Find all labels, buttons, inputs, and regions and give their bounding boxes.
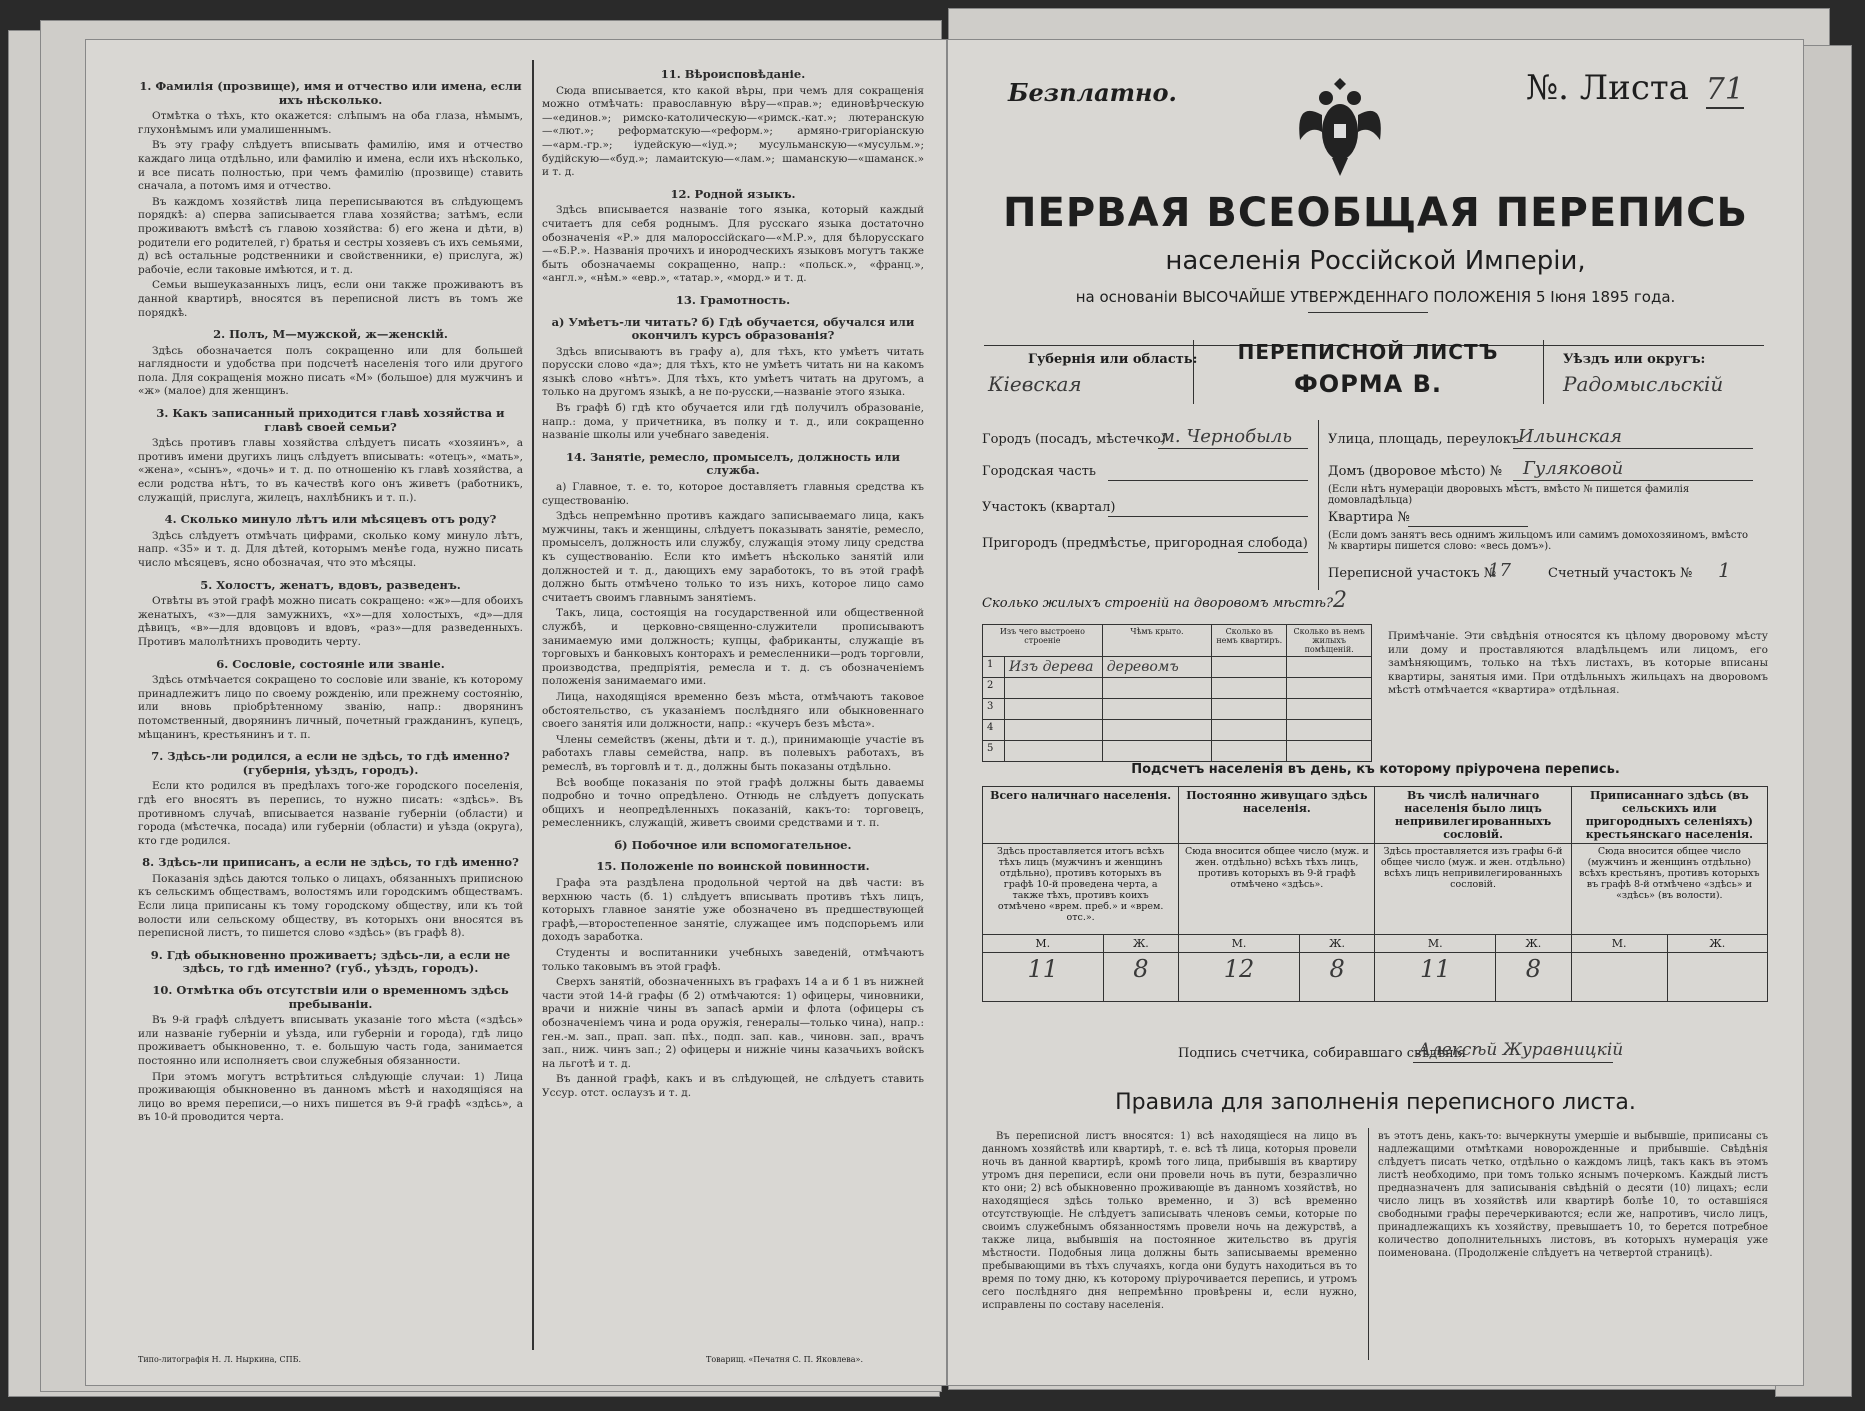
district-label: Уѣздъ или округъ: (1563, 352, 1706, 367)
instruction-paragraph: Здѣсь вписывается названіе того языка, который каждый считаетъ для себя роднымъ. Для русскаго языка достаточно обозначенія «Р.» для малороссійскаго—«М.Р.», для бѣлорусскаго—«Б.Р.». Названія прочихъ и инородческихъ языковъ могутъ также быть обозначаемы сокращенно, напр.: «польск.», «франц.», «англ.», «нѣм.» «евр.», «татар.», «морд.» и т. д. (542, 204, 924, 285)
city-part-label: Городская часть (982, 464, 1096, 479)
instruction-heading: 7. Здѣсь-ли родился, а если не здѣсь, то гдѣ именно? (губернія, уѣздъ, городъ). (151, 749, 510, 777)
buildings-label: Сколько жилыхъ строеній на дворовомъ мѣстѣ? (982, 596, 1333, 611)
instruction-heading: 1. Фамилія (прозвище), имя и отчество или имена, если ихъ нѣсколько. (139, 79, 522, 107)
instruction-paragraph: При этомъ могутъ встрѣтиться слѣдующіе случаи: 1) Лица проживающія обыкновенно въ данномъ мѣстѣ и находящіяся на лицо во время переписи,—о нихъ пишется въ 9-й графѣ «здѣсь», а въ 10-й проводится черта. (138, 1070, 523, 1124)
buildings-cell-material (1004, 699, 1102, 720)
rules-column-1: Въ переписной листъ вносятся: 1) всѣ находящіеся на лицо въ данномъ хозяйствѣ или квартирѣ, т. е. всѣ тѣ лица, которыя провели ночь въ данной квартирѣ, кромѣ того лица, прибывшія въ квартиру утромъ дня переписи, если они провели ночь въ пути, безразлично кто они; 2) всѣ обыкновенно проживающіе въ данномъ хозяйствѣ, но находящіеся здѣсь только временно, и 3) всѣ временно отсутствующіе. Не слѣдуетъ записывать членовъ семьи, которые по своимъ служебнымъ обязанностямъ провели ночь на дежурствѣ, а также лица, выбывшія на постоянное жительство въ другія мѣстности. Подобныя лица должны быть записываемы временно пребывающими въ тѣхъ случаяхъ, когда они будутъ находиться въ то время по тому дню, къ которому пріурочивается перепись, и утромъ сего послѣдняго дня непремѣнно провѣрены и, если нужно, исправлены по составу населенія. (982, 1131, 1357, 1311)
buildings-cell-n: 4 (983, 720, 1005, 741)
instruction-paragraph: Здѣсь вписываютъ въ графу а), для тѣхъ, кто умѣетъ читать порусски слово «да»; для тѣхъ, кто не умѣетъ читать ни на какомъ языкѣ слово «нѣтъ». Для тѣхъ, кто умѣетъ читать на другомъ, а только на другомъ языкѣ, а не по-русски,—названіе этого языка. (542, 345, 924, 399)
female-count: 8 (1103, 953, 1179, 1002)
buildings-row (983, 699, 1372, 720)
province-value: Кіевская (988, 372, 1082, 396)
buildings-header-cell: Изъ чего выстроено строеніе (983, 625, 1103, 657)
suburb-line (1238, 552, 1308, 553)
signature-line (1413, 1062, 1613, 1063)
buildings-cell-material: Изъ дерева (1004, 657, 1102, 678)
count-description-cell: Здѣсь проставляется итогъ всѣхъ тѣхъ лицъ (мужчинъ и женщинъ отдѣльно), противъ которыхъ въ графѣ 10-й проведена черта, а также тѣхъ, противъ коихъ отмѣчено «врем. преб.» и «врем. отс.». (983, 844, 1179, 935)
female-header: Ж. (1495, 935, 1571, 953)
instruction-heading: 8. Здѣсь-ли приписанъ, а если не здѣсь, то гдѣ именно? (142, 855, 519, 870)
instruction-paragraph: Здѣсь отмѣчается сокращено то сословіе или званіе, къ которому принадлежитъ лицо по своему рожденію, или прежнему состоянію, или вновь пріобрѣтенному званію, напр.: дворянинъ потомственный, дворянинъ личный, почетный гражданинъ, купецъ, мѣщанинъ, крестьянинъ и т. п. (138, 674, 523, 741)
buildings-cell-n: 1 (983, 657, 1005, 678)
instruction-heading: 6. Сословіе, состояніе или званіе. (216, 656, 445, 671)
buildings-cell-material (1004, 741, 1102, 762)
male-header: М. (1571, 935, 1667, 953)
instruction-paragraph: Здѣсь слѣдуетъ отмѣчать цифрами, сколько кому минуло лѣтъ, напр. «35» и т. д. Для дѣтей, которымъ менѣе года, нужно писать число мѣсяцевъ, ясно обозначая, что это мѣсяцы. (138, 529, 523, 569)
female-count: 8 (1495, 953, 1571, 1002)
buildings-cell-empty (1212, 741, 1287, 762)
count-header-cell: Въ числѣ наличнаго населенія было лицъ непривилегированныхъ сословій. (1375, 787, 1571, 844)
title-rule (1308, 312, 1428, 313)
street-label: Улица, площадь, переулокъ (1328, 432, 1520, 447)
female-header: Ж. (1299, 935, 1375, 953)
census-section-value: 17 (1488, 560, 1511, 581)
printer-imprint-right: Товарищ. «Печатня С. П. Яковлева». (706, 1355, 863, 1364)
buildings-cell-empty (1212, 699, 1287, 720)
buildings-cell-roof: деревомъ (1102, 657, 1211, 678)
buildings-header-cell: Чѣмъ крыто. (1102, 625, 1211, 657)
buildings-cell-n: 5 (983, 741, 1005, 762)
instruction-paragraph: Сверхъ занятій, обозначенныхъ въ графахъ 14 а и б 1 въ нижней части этой 14-й графы (б 2) отмѣчаются: 1) офицеры, чиновники, врачи и нижніе чины въ запасѣ арміи и флота (офицеры съ обозначеніемъ чина и рода оружія, генералы—только чина), напр.: ген.-м. зап., прап. зап. пѣх., подп. зап. кав., чиновн. зап., врачъ зап., ниж. чинъ зап.; 2) офицеры и нижніе чины казачьихъ войскъ на льготѣ и т. д. (542, 976, 924, 1070)
count-section-label: Счетный участокъ № (1548, 566, 1693, 581)
instruction-paragraph: Если кто родился въ предѣлахъ того-же городского поселенія, гдѣ его вносятъ въ перепись, то нужно писать: «здѣсь». Въ противномъ случаѣ, вписывается названіе губерніи (области) и города (мѣстечка, посада) или губерніи (области) и уѣзда (округа), кто где родился. (138, 780, 523, 847)
census-title: ПЕРВАЯ ВСЕОБЩАЯ ПЕРЕПИСЬ (1003, 190, 1748, 236)
buildings-row (983, 720, 1372, 741)
buildings-cell-roof (1102, 720, 1211, 741)
instructions-column-2 (542, 60, 924, 1350)
instruction-paragraph: Здѣсь непремѣнно противъ каждаго записываемаго лица, какъ мужчины, такъ и женщины, слѣдуетъ показывать занятіе, ремесло, промыселъ, должность или службу, служащія этому лицу средства къ существованію. Если кто имѣетъ нѣсколько занятій или должностей и т. д., дающихъ ему заработокъ, то въ этой графѣ должно быть отмѣчено только то изъ нихъ, которое лицо само считаетъ своимъ главнымъ занятіемъ. (542, 510, 924, 604)
buildings-cell-empty (1287, 741, 1372, 762)
instruction-heading: 4. Сколько минуло лѣтъ или мѣсяцевъ отъ роду? (164, 512, 497, 527)
city-value: м. Чернобыль (1160, 426, 1293, 447)
male-count: 11 (1375, 953, 1496, 1002)
instruction-paragraph: Отвѣты въ этой графѣ можно писать сокращено: «ж»—для обоихъ женатыхъ, «з»—для замужнихъ, «х»—для холостыхъ, «д»—для дѣвицъ, «в»—для вдовцовъ и вдовъ, «раз»—для разведенныхъ. Противъ малолѣтнихъ проводить черту. (138, 595, 523, 648)
count-section-value: 1 (1718, 558, 1731, 582)
buildings-note: Примѣчаніе. Эти свѣдѣнія относятся къ цѣлому дворовому мѣсту или дому и проставляются владѣльцемъ или лицомъ, его замѣняющимъ, только на тѣхъ листахъ, въ которые вписаны квартиры, занятыя ими. При отдѣльныхъ жильцахъ на дворовомъ мѣстѣ отмѣчается «квартира» отдѣльная. (1388, 630, 1768, 697)
sheet-number-value: 71 (1705, 72, 1744, 107)
instruction-heading: а) Умѣетъ-ли читать? б) Гдѣ обучается, обучался или окончилъ курсъ образованія? (551, 314, 915, 343)
instruction-heading: 2. Полъ, М—мужской, ж—женскій. (213, 327, 448, 342)
instruction-paragraph: Въ каждомъ хозяйствѣ лица переписываются въ слѣдующемъ порядкѣ: а) сперва записывается глава хозяйства; затѣмъ, если проживаютъ вмѣстѣ съ главою хозяйства: б) его жена и дѣти, в) родители его родителей, г) братья и сестры хозяевъ съ ихъ семьями, д) всѣ остальные родственники и свойственники, е) прислуга, ж) рабочіе, если таковые имѣются, и т. д. (138, 195, 523, 276)
rules-title: Правила для заполненія переписного листа. (1115, 1090, 1636, 1115)
instruction-paragraph: Графа эта раздѣлена продольной чертой на двѣ части: въ верхнюю часть (б. 1) слѣдуетъ вписывать противъ тѣхъ лицъ, которыхъ главное занятіе уже обозначено въ предшествующей графѣ,—второстепенное занятіе, служащее имъ подспорьемъ или доходъ заработка. (542, 877, 924, 944)
instruction-paragraph: Въ эту графу слѣдуетъ вписывать фамилію, имя и отчество каждаго лица отдѣльно, или фамилію и имена, если ихъ нѣсколько, и все писать полностью, при чемъ фамилію (прозвище) ставить сначала, а потомъ имя и отчество. (138, 139, 523, 193)
instruction-heading: б) Побочное или вспомогательное. (614, 837, 852, 852)
instruction-paragraph: Лица, находящіяся временно безъ мѣста, отмѣчаютъ таковое обстоятельство, съ указаніемъ послѣдняго или обыкновеннаго своего занятія или должности, напр.: «кучеръ безъ мѣста». (542, 690, 924, 731)
population-count-title: Подсчетъ населенія въ день, къ которому пріурочена перепись. (1131, 762, 1620, 777)
province-label: Губернія или область: (1028, 352, 1198, 367)
instruction-heading: 10. Отмѣтка объ отсутствіи или о временномъ здѣсь пребываніи. (152, 983, 509, 1011)
female-count (1667, 953, 1767, 1002)
printer-imprint-left: Типо-литографія Н. Л. Ныркина, СПБ. (138, 1355, 301, 1364)
house-value: Гуляковой (1523, 458, 1624, 479)
instruction-paragraph: Въ 9-й графѣ слѣдуетъ вписывать указаніе того мѣста («здѣсь» или названіе губерніи и уѣзда, или губерніи и города), гдѣ лицо проживаетъ обыкновенно, т. е. большую часть года, занимается постоянно или исполняетъ свои служебныя обязанности. (138, 1014, 523, 1067)
count-header-cell: Приписаннаго здѣсь (въ сельскихъ или пригородныхъ селеніяхъ) крестьянскаго населенія. (1571, 787, 1767, 844)
buildings-header-cell: Сколько въ немъ жилыхъ помѣщеній. (1287, 625, 1372, 657)
instruction-paragraph: Здѣсь обозначается полъ сокращенно или для большей наглядности и удобства при подсчетѣ населенія того или другого пола. Для сокращенія можно писать «М» (большое) для мужчинъ и «ж» (малое) для женщинъ. (138, 344, 523, 398)
female-header: Ж. (1667, 935, 1767, 953)
form-box-right (1543, 340, 1544, 404)
instruction-paragraph: Студенты и воспитанники учебныхъ заведеній, отмѣчаютъ только таковымъ въ этой графѣ. (542, 947, 924, 973)
buildings-cell-empty (1287, 678, 1372, 699)
buildings-table (982, 624, 1372, 762)
instruction-heading: 5. Холостъ, женатъ, вдовъ, разведенъ. (200, 577, 461, 592)
buildings-row (983, 741, 1372, 762)
street-value: Ильинская (1518, 426, 1622, 447)
buildings-cell-roof (1102, 699, 1211, 720)
location-divider (1318, 420, 1319, 590)
male-header: М. (1375, 935, 1496, 953)
free-label: Безплатно. (1008, 78, 1177, 107)
census-section-label: Переписной участокъ № (1328, 566, 1497, 581)
form-title: ПЕРЕПИСНОЙ ЛИСТЪ (1237, 340, 1499, 364)
buildings-row (983, 657, 1372, 678)
legal-basis: на основаніи ВЫСОЧАЙШЕ УТВЕРЖДЕННАГО ПОЛОЖЕНІЯ 5 Іюня 1895 года. (1075, 288, 1676, 306)
instruction-heading: 9. Гдѣ обыкновенно проживаетъ; здѣсь-ли, а если не здѣсь, то гдѣ именно? (губ., уѣздъ, городъ). (150, 947, 511, 976)
instruction-paragraph: Здѣсь противъ главы хозяйства слѣдуетъ писать «хозяинъ», а противъ имени другихъ лицъ слѣдуетъ вписывать: «отецъ», «мать», «жена», «сынъ», «дочь» и т. д. по отношенію къ главѣ хозяйства, а если родства нѣтъ, то въ качествѣ кого онъ живетъ (работникъ, служащій, прислуга, жилецъ, нахлѣбникъ и т. п.). (138, 437, 523, 504)
population-count-table (982, 786, 1768, 1002)
sheet-number-text: №. Листа (1526, 68, 1689, 108)
instruction-paragraph: Въ данной графѣ, какъ и въ слѣдующей, не слѣдуетъ ставить Уссур. отст. ослаузъ и т. д. (542, 1073, 924, 1099)
buildings-cell-n: 3 (983, 699, 1005, 720)
instruction-paragraph: Въ графѣ б) гдѣ кто обучается или гдѣ получилъ образованіе, напр.: дома, у причетника, въ полку и т. д., или сокращенно названіе школы или учебнаго заведенія. (542, 402, 924, 442)
buildings-row (983, 678, 1372, 699)
sheet-number-label (1526, 68, 1744, 108)
apartment-line (1408, 526, 1528, 527)
male-count: 11 (983, 953, 1104, 1002)
buildings-cell-roof (1102, 678, 1211, 699)
house-note: (Если нѣтъ нумераціи дворовыхъ мѣстъ, вмѣсто № пишется фамилія домовладѣльца) (1328, 484, 1690, 506)
instruction-paragraph: Семьи вышеуказанныхъ лицъ, если они также проживаютъ въ данной квартирѣ, вносятся въ переписной листъ въ томъ же порядкѣ. (138, 279, 523, 319)
buildings-cell-material (1004, 720, 1102, 741)
male-header: М. (983, 935, 1104, 953)
female-header: Ж. (1103, 935, 1179, 953)
buildings-cell-roof (1102, 741, 1211, 762)
instruction-paragraph: Показанія здѣсь даются только о лицахъ, обязанныхъ приписною къ сельскимъ обществамъ, волостямъ или городскимъ обществамъ. Если лица приписаны къ тому городскому обществу, или къ той волости или сельскому обществу, въ которыхъ они вносятся въ переписной листъ, то пишется слово «здѣсь» (въ графѣ 8). (138, 872, 523, 940)
census-form-page (948, 40, 1803, 1385)
buildings-value: 2 (1333, 588, 1347, 613)
rules-column-2: въ этотъ день, какъ-то: вычеркнуты умершіе и выбывшіе, приписаны съ надлежащими отмѣтками новорожденные и прибывшіе. Свѣдѣнія слѣдуетъ писать четко, отдѣльно о каждомъ лицѣ, такъ какъ въ этомъ листѣ необходимо, при томъ только яснымъ почеркомъ. Каждый листъ предназначенъ для записыванія свѣдѣній о десяти (10) лицахъ; если число лицъ въ хозяйствѣ или квартирѣ болѣе 10, то оставшіяся свободными графы перечеркиваются; если же, напротивъ, число лицъ, принадлежащихъ къ хозяйству, превышаетъ 10, то берется потребное количество дополнительныхъ листовъ, въ которыхъ нумерація уже поименована. (Продолженіе слѣдуетъ на четвертой страницѣ). (1378, 1131, 1768, 1259)
count-header-cell: Всего наличнаго населенія. (983, 787, 1179, 844)
male-count: 12 (1179, 953, 1300, 1002)
census-subtitle: населенія Россійской Имперіи, (1165, 246, 1586, 276)
apartment-note: (Если домъ занятъ весь однимъ жильцомъ или самимъ домохозяиномъ, вмѣсто № квартиры пишется слово: «весь домъ»). (1328, 530, 1749, 552)
city-part-line (1108, 480, 1308, 481)
form-box-left (1193, 340, 1194, 404)
instruction-paragraph: Сюда вписывается, кто какой вѣры, при чемъ для сокращенія можно отмѣчать: православную вѣру—«прав.»; единовѣрческую—«единов.»; римско-католическую—«римск.-кат.»; лютеранскую—«лют.»; реформатскую—«реформ.»; армяно-григоріанскую—«арм.-гр.»; іудейскую—«іуд.»; мусульманскую—«мусульм.»; будійскую—«буд.»; ламаитскую—«лам.»; шаманскую—«шаманск.» и т. д. (542, 84, 924, 179)
signature-value: Алексѣй Журавницкій (1418, 1040, 1624, 1060)
city-label: Городъ (посадъ, мѣстечко) (982, 432, 1166, 447)
buildings-cell-n: 2 (983, 678, 1005, 699)
buildings-header-cell: Сколько въ немъ квартиръ. (1212, 625, 1287, 657)
apartment-label: Квартира № (1328, 510, 1410, 525)
instruction-paragraph: Такъ, лица, состоящія на государственной или общественной службѣ, и церковно-священно-служители прописываютъ занимаемую ими должность; купцы, фабриканты, служащіе въ торговыхъ и банковыхъ конторахъ и ремесленники—родъ торговли, производства, предпріятія, ремесла и т. д. съ обозначеніемъ положенія занимаемаго ими. (542, 607, 924, 688)
buildings-cell-empty (1287, 720, 1372, 741)
instruction-paragraph: Члены семействъ (жены, дѣти и т. д.), принимающіе участіе въ работахъ главы семейства, напр. въ полевыхъ работахъ, въ ремеслѣ, въ торговлѣ и т. д., должны быть показаны отдѣльно. (542, 733, 924, 773)
buildings-cell-empty (1212, 657, 1287, 678)
city-line (1158, 448, 1308, 449)
rules-divider (1368, 1128, 1369, 1360)
instruction-paragraph: а) Главное, т. е. то, которое доставляетъ главныя средства къ существованію. (542, 481, 924, 507)
buildings-cell-empty (1287, 699, 1372, 720)
house-line (1513, 480, 1753, 481)
district-value: Радомысльскій (1563, 372, 1724, 396)
buildings-cell-empty (1212, 678, 1287, 699)
instructions-column-1 (138, 72, 523, 1352)
section-label: Участокъ (квартал) (982, 500, 1116, 515)
form-letter: ФОРМА В. (1293, 370, 1442, 398)
buildings-cell-material (1004, 678, 1102, 699)
house-label: Домъ (дворовое мѣсто) № (1328, 464, 1503, 479)
buildings-cell-empty (1212, 720, 1287, 741)
female-count: 8 (1299, 953, 1375, 1002)
column-divider (532, 60, 534, 1350)
instruction-heading: 12. Родной языкъ. (670, 186, 796, 201)
count-description-cell: Сюда вносится общее число (мужчинъ и женщинъ отдѣльно) всѣхъ крестьянъ, противъ которыхъ въ графѣ 8-й отмѣчено «здѣсь» и «здѣсь» (въ волости). (1571, 844, 1767, 935)
instruction-heading: 3. Какъ записанный приходится главѣ хозяйства и главѣ своей семьи? (156, 406, 505, 434)
instruction-heading: 11. Вѣроисповѣданіе. (660, 67, 806, 81)
male-header: М. (1179, 935, 1300, 953)
instruction-heading: 14. Занятіе, ремесло, промыселъ, должность или служба. (565, 449, 901, 478)
double-headed-eagle-emblem (1290, 70, 1390, 180)
count-description-cell: Сюда вносится общее число (муж. и жен. отдѣльно) всѣхъ тѣхъ лицъ, противъ которыхъ въ 9-й графѣ отмѣчено «здѣсь». (1179, 844, 1375, 935)
section-line (1108, 516, 1308, 517)
suburb-label: Пригородъ (предмѣстье, пригородная слобода) (982, 536, 1308, 551)
signature-label: Подпись счетчика, собиравшаго свѣдѣнія (1178, 1046, 1467, 1061)
count-header-cell: Постоянно живущаго здѣсь населенія. (1179, 787, 1375, 844)
count-description-cell: Здѣсь проставляется изъ графы 6-й общее число (муж. и жен. отдѣльно) всѣхъ лицъ непривилегированныхъ сословій. (1375, 844, 1571, 935)
instruction-heading: 15. Положеніе по воинской повинности. (596, 859, 870, 874)
instruction-paragraph: Отмѣтка о тѣхъ, кто окажется: слѣпымъ на оба глаза, нѣмымъ, глухонѣмымъ или умалишеннымъ. (138, 110, 523, 136)
street-line (1513, 448, 1753, 449)
instruction-paragraph: Всѣ вообще показанія по этой графѣ должны быть даваемы подробно и точно опредѣлено. Отнюдь не слѣдуетъ допускать общихъ и неопредѣленныхъ показаній, какъ-то: торговецъ, ремесленникъ, служащій, живетъ своими средствами и т. п. (542, 776, 924, 830)
instruction-heading: 13. Грамотность. (675, 292, 791, 307)
buildings-cell-empty (1287, 657, 1372, 678)
male-count (1571, 953, 1667, 1002)
instructions-page (86, 40, 946, 1385)
